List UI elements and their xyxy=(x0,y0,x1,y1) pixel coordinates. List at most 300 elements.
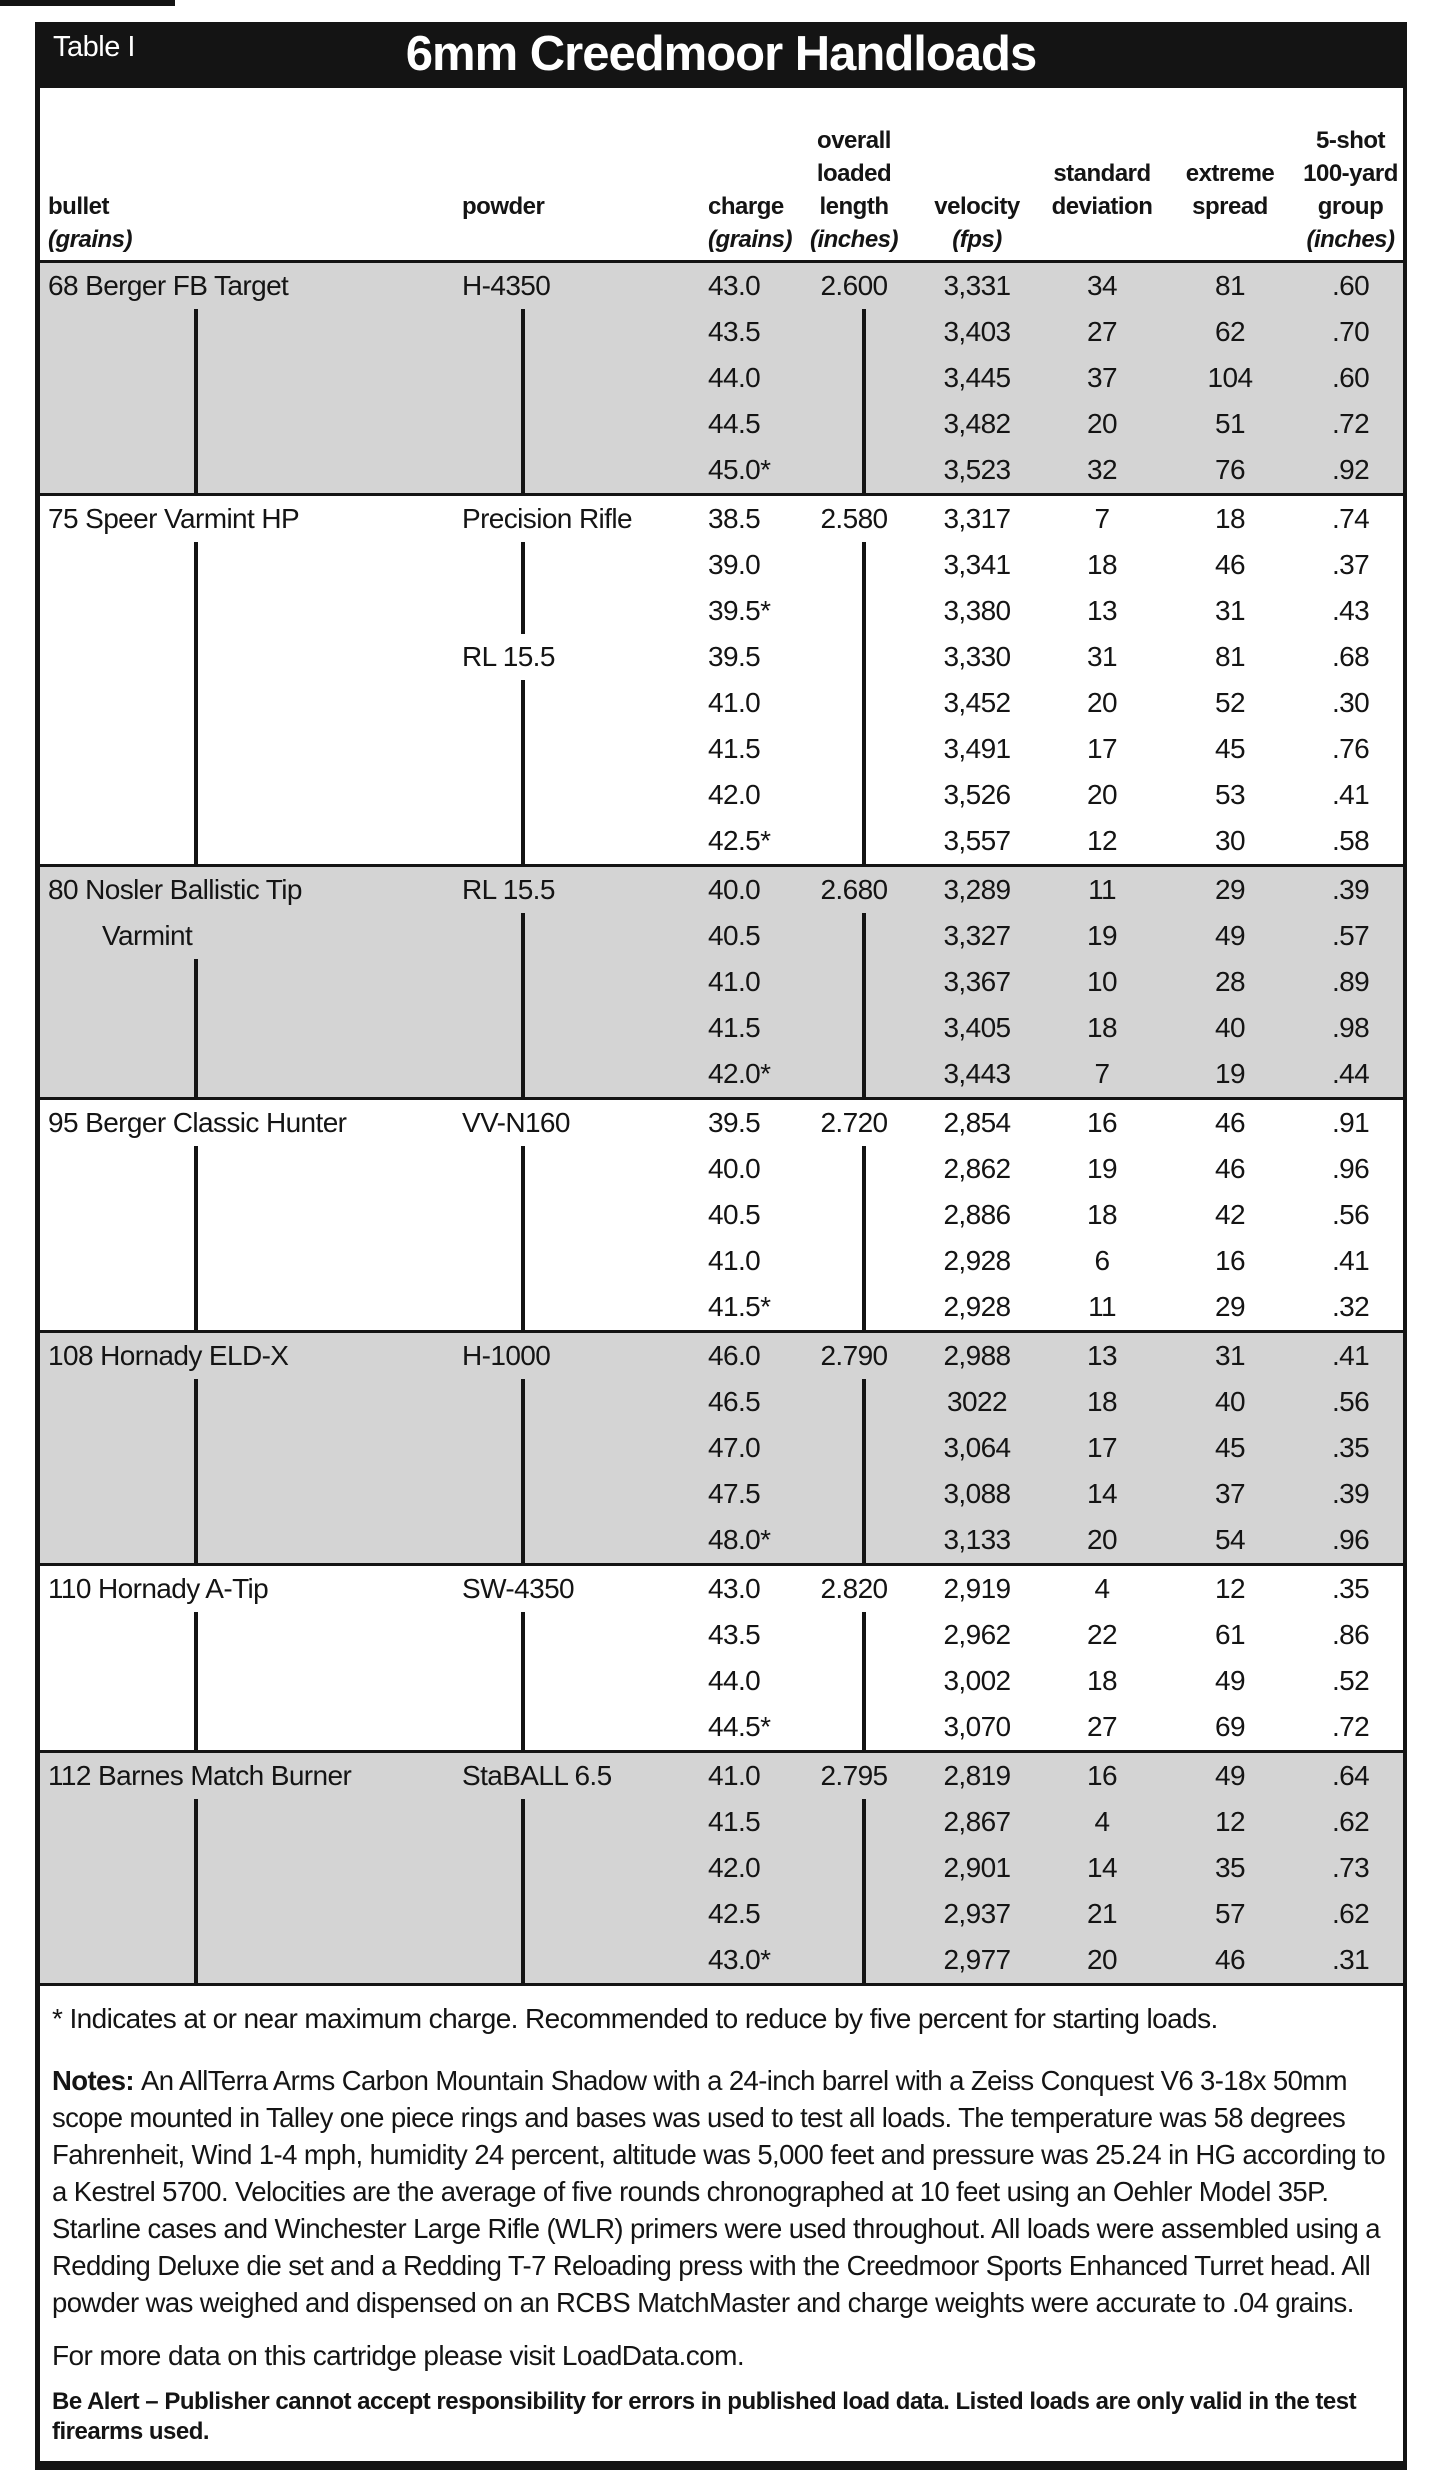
load-row xyxy=(40,1379,1403,1425)
ditto-line xyxy=(194,309,198,355)
ditto-line xyxy=(862,726,866,772)
cell-powder xyxy=(452,1005,690,1051)
column-header-bullet: bullet (grains) xyxy=(48,193,133,253)
cell-sd: 18 xyxy=(1087,1199,1117,1230)
ditto-line xyxy=(194,1284,198,1330)
cell-es: 45 xyxy=(1215,733,1245,764)
cell-powder xyxy=(452,588,690,634)
load-row xyxy=(40,1192,1403,1238)
ditto-line xyxy=(194,1379,198,1425)
ditto-line xyxy=(521,1379,525,1425)
cell-powder xyxy=(452,1704,690,1750)
ditto-line xyxy=(194,680,198,726)
cell-velocity: 2,937 xyxy=(943,1898,1011,1929)
cell-powder xyxy=(452,309,690,355)
cell-es: 46 xyxy=(1215,1153,1245,1184)
cell-velocity: 3,330 xyxy=(943,641,1011,672)
load-row xyxy=(40,1005,1403,1051)
cell-charge: 45.0* xyxy=(708,454,771,485)
cell-charge: 38.5 xyxy=(708,503,761,534)
ditto-line xyxy=(521,1425,525,1471)
cell-es: 69 xyxy=(1215,1711,1245,1742)
ditto-line xyxy=(862,1379,866,1425)
ditto-line xyxy=(862,1517,866,1563)
load-row xyxy=(40,1425,1403,1471)
cell-powder xyxy=(452,1891,690,1937)
cell-group: .72 xyxy=(1331,1711,1370,1742)
cell-powder xyxy=(452,1146,690,1192)
cell-es: 46 xyxy=(1215,1107,1245,1138)
cell-sd: 31 xyxy=(1087,641,1117,672)
cell-charge: 39.0 xyxy=(708,549,761,580)
cell-es: 104 xyxy=(1207,362,1253,393)
cell-oal xyxy=(796,1146,912,1192)
notes-text: An AllTerra Arms Carbon Mountain Shadow with a 24-inch barrel with a Zeiss Conquest V6 3-18x 50mm scope mounted in Talley one piece rings and bases was used to test all loads. The temperature was 58 degrees Fahrenheit, Wind 1-4 mph, humidity 24 percent, altitude was 5,000 feet and pressure was 25.24 in HG according to a Kestrel 5700. Velocities are the average of five rounds chronographed at 10 feet using an Oehler Model 35P. Starline cases and Winchester Large Rifle (WLR) primers were used throughout. All loads were assembled using a Redding Deluxe die set and a Redding T-7 Reloading press with the Creedmoor Sports Enhanced Turret head. All powder was weighed and dispensed on an RCBS MatchMaster and charge weights were accurate to .04 grains. xyxy=(52,2065,1386,2318)
ditto-line xyxy=(521,1471,525,1517)
ditto-line xyxy=(194,1937,198,1983)
ditto-line xyxy=(521,726,525,772)
cell-velocity: 3,088 xyxy=(943,1478,1011,1509)
cell-sd: 13 xyxy=(1087,595,1117,626)
cell-group: .60 xyxy=(1331,270,1370,301)
ditto-line xyxy=(862,1704,866,1750)
load-row xyxy=(40,1051,1403,1097)
cell-sd: 14 xyxy=(1087,1852,1117,1883)
cell-charge: 39.5 xyxy=(708,1107,761,1138)
cell-oal xyxy=(796,1891,912,1937)
cell-group: .96 xyxy=(1331,1153,1370,1184)
cell-powder xyxy=(452,355,690,401)
ditto-line xyxy=(194,1612,198,1658)
cell-es: 31 xyxy=(1215,595,1245,626)
cell-bullet xyxy=(40,542,452,588)
cell-group: .41 xyxy=(1331,1340,1370,1371)
column-header-sd: standard deviation xyxy=(1051,160,1153,220)
load-row xyxy=(40,447,1403,493)
cell-velocity: 3,380 xyxy=(943,595,1011,626)
cell-sd: 19 xyxy=(1087,920,1117,951)
cell-group: .91 xyxy=(1331,1107,1370,1138)
cell-sd: 21 xyxy=(1087,1898,1117,1929)
column-header-es: extreme spread xyxy=(1185,160,1275,220)
ditto-line xyxy=(862,1937,866,1983)
cell-velocity: 3,443 xyxy=(943,1058,1011,1089)
cell-oal: 2.795 xyxy=(820,1760,888,1791)
cell-charge: 44.0 xyxy=(708,362,761,393)
cell-oal xyxy=(796,1845,912,1891)
cell-charge: 42.5 xyxy=(708,1898,761,1929)
cell-bullet xyxy=(40,1845,452,1891)
cell-velocity: 2,867 xyxy=(943,1806,1011,1837)
cell-bullet xyxy=(40,1471,452,1517)
be-alert-line: Be Alert – Publisher cannot accept responsibility for errors in published load data. Listed loads are only valid in the test firearms used. xyxy=(52,2388,1357,2445)
ditto-line xyxy=(862,1051,866,1097)
cell-es: 40 xyxy=(1215,1386,1245,1417)
ditto-line xyxy=(194,772,198,818)
cell-group: .72 xyxy=(1331,408,1370,439)
cell-charge: 41.0 xyxy=(708,966,761,997)
cell-group: .39 xyxy=(1331,874,1370,905)
cell-velocity: 3,523 xyxy=(943,454,1011,485)
cell-charge: 41.5* xyxy=(708,1291,771,1322)
load-row xyxy=(40,542,1403,588)
cell-velocity: 2,854 xyxy=(943,1107,1011,1138)
ditto-line xyxy=(521,959,525,1005)
cell-oal xyxy=(796,1612,912,1658)
ditto-line xyxy=(862,1425,866,1471)
cell-sd: 34 xyxy=(1087,270,1117,301)
cell-es: 81 xyxy=(1215,641,1245,672)
ditto-line xyxy=(862,1612,866,1658)
cell-sd: 37 xyxy=(1087,362,1117,393)
cell-charge: 39.5* xyxy=(708,595,771,626)
cell-bullet xyxy=(40,1658,452,1704)
ditto-line xyxy=(521,913,525,959)
cell-powder xyxy=(452,772,690,818)
cell-bullet: 108 Hornady ELD-X xyxy=(48,1340,289,1371)
cell-oal xyxy=(796,355,912,401)
cell-velocity: 3,491 xyxy=(943,733,1011,764)
load-row xyxy=(40,1753,1403,1799)
cell-bullet xyxy=(40,1051,452,1097)
ditto-line xyxy=(862,401,866,447)
cell-velocity: 3,526 xyxy=(943,779,1011,810)
cell-es: 30 xyxy=(1215,825,1245,856)
cell-sd: 17 xyxy=(1087,733,1117,764)
column-header-oal: overall loaded length (inches) xyxy=(809,127,898,253)
cell-velocity: 3,289 xyxy=(943,874,1011,905)
cell-powder xyxy=(452,1425,690,1471)
load-row xyxy=(40,726,1403,772)
cell-es: 45 xyxy=(1215,1432,1245,1463)
cell-sd: 14 xyxy=(1087,1478,1117,1509)
load-row xyxy=(40,309,1403,355)
ditto-line xyxy=(194,401,198,447)
cell-oal xyxy=(796,680,912,726)
ditto-line xyxy=(521,309,525,355)
cell-es: 61 xyxy=(1215,1619,1245,1650)
cell-charge: 42.0 xyxy=(708,1852,761,1883)
cell-velocity: 3,341 xyxy=(943,549,1011,580)
cell-powder xyxy=(452,1051,690,1097)
ditto-line xyxy=(521,1704,525,1750)
ditto-line xyxy=(521,1799,525,1845)
ditto-line xyxy=(194,447,198,493)
cell-bullet: 112 Barnes Match Burner xyxy=(48,1760,352,1791)
cell-sd: 22 xyxy=(1087,1619,1117,1650)
page-title: 6mm Creedmoor Handloads xyxy=(405,27,1037,81)
cell-es: 46 xyxy=(1215,1944,1245,1975)
cell-group: .76 xyxy=(1331,733,1370,764)
cell-bullet xyxy=(40,1005,452,1051)
cell-group: .86 xyxy=(1331,1619,1370,1650)
cell-group: .41 xyxy=(1331,779,1370,810)
cell-oal xyxy=(796,1658,912,1704)
cell-oal xyxy=(796,726,912,772)
cell-charge: 44.5 xyxy=(708,408,761,439)
ditto-line xyxy=(194,1005,198,1051)
cell-oal xyxy=(796,1799,912,1845)
cell-sd: 7 xyxy=(1094,503,1110,534)
cell-velocity: 3,317 xyxy=(943,503,1011,534)
cell-charge: 47.5 xyxy=(708,1478,761,1509)
cell-group: .74 xyxy=(1331,503,1370,534)
load-row xyxy=(40,680,1403,726)
cell-es: 35 xyxy=(1215,1852,1245,1883)
column-header-powder: powder xyxy=(462,193,545,220)
cell-es: 49 xyxy=(1215,1665,1245,1696)
cell-group: .57 xyxy=(1331,920,1370,951)
cell-powder: VV-N160 xyxy=(462,1107,570,1138)
cell-velocity: 3,405 xyxy=(943,1012,1011,1043)
column-header-charge: charge (grains) xyxy=(708,193,793,253)
cell-es: 51 xyxy=(1215,408,1245,439)
cell-sd: 4 xyxy=(1094,1806,1110,1837)
load-row xyxy=(40,496,1403,542)
ditto-line xyxy=(521,401,525,447)
cell-charge: 43.5 xyxy=(708,1619,761,1650)
ditto-line xyxy=(194,1471,198,1517)
cell-oal: 2.720 xyxy=(820,1107,888,1138)
cell-bullet: 110 Hornady A-Tip xyxy=(48,1573,269,1604)
ditto-line xyxy=(194,1658,198,1704)
ditto-line xyxy=(194,1704,198,1750)
ditto-line xyxy=(521,1284,525,1330)
cell-powder: H-4350 xyxy=(462,270,551,301)
load-group-7 xyxy=(40,1750,1403,1983)
cell-bullet xyxy=(40,447,452,493)
cell-oal: 2.580 xyxy=(820,503,888,534)
ditto-line xyxy=(194,1238,198,1284)
cell-charge: 43.0 xyxy=(708,270,761,301)
load-row xyxy=(40,355,1403,401)
cell-bullet: Varmint xyxy=(102,920,193,951)
cell-oal xyxy=(796,1471,912,1517)
load-row xyxy=(40,1891,1403,1937)
ditto-line xyxy=(521,772,525,818)
cell-group: .62 xyxy=(1331,1806,1370,1837)
cell-es: 12 xyxy=(1215,1806,1245,1837)
cell-velocity: 3,070 xyxy=(943,1711,1011,1742)
ditto-line xyxy=(862,1891,866,1937)
cell-powder xyxy=(452,726,690,772)
cell-es: 19 xyxy=(1215,1058,1245,1089)
cell-es: 62 xyxy=(1215,316,1245,347)
cell-bullet xyxy=(40,1284,452,1330)
cell-charge: 42.5* xyxy=(708,825,771,856)
ditto-line xyxy=(521,818,525,864)
cell-velocity: 3,403 xyxy=(943,316,1011,347)
column-header-velocity: velocity (fps) xyxy=(934,193,1020,253)
cell-bullet xyxy=(40,1799,452,1845)
cell-sd: 20 xyxy=(1087,1944,1117,1975)
cell-powder xyxy=(452,1612,690,1658)
ditto-line xyxy=(194,818,198,864)
load-group-6 xyxy=(40,1563,1403,1750)
ditto-line xyxy=(862,772,866,818)
cell-bullet xyxy=(40,1425,452,1471)
cell-sd: 18 xyxy=(1087,1386,1117,1417)
cell-charge: 44.0 xyxy=(708,1665,761,1696)
cell-sd: 20 xyxy=(1087,1524,1117,1555)
cell-velocity: 2,988 xyxy=(943,1340,1011,1371)
cell-bullet xyxy=(40,1238,452,1284)
cell-velocity: 2,928 xyxy=(943,1245,1011,1276)
cell-powder xyxy=(452,913,690,959)
cell-velocity: 3,064 xyxy=(943,1432,1011,1463)
load-row xyxy=(40,1704,1403,1750)
cell-group: .60 xyxy=(1331,362,1370,393)
ditto-line xyxy=(521,1146,525,1192)
ditto-line xyxy=(194,1891,198,1937)
cell-powder: H-1000 xyxy=(462,1340,551,1371)
cell-oal xyxy=(796,588,912,634)
cell-group: .35 xyxy=(1331,1432,1370,1463)
cell-charge: 41.5 xyxy=(708,733,761,764)
cell-sd: 18 xyxy=(1087,1665,1117,1696)
table-body xyxy=(40,260,1403,1983)
cell-es: 40 xyxy=(1215,1012,1245,1043)
ditto-line xyxy=(194,542,198,588)
cell-charge: 41.5 xyxy=(708,1806,761,1837)
ditto-line xyxy=(194,1845,198,1891)
cell-group: .96 xyxy=(1331,1524,1370,1555)
cell-bullet xyxy=(40,1379,452,1425)
cell-powder: SW-4350 xyxy=(462,1573,575,1604)
cell-sd: 11 xyxy=(1088,874,1116,905)
load-row xyxy=(40,1238,1403,1284)
handloads-table xyxy=(35,22,1407,2470)
cell-es: 37 xyxy=(1215,1478,1245,1509)
ditto-line xyxy=(862,447,866,493)
ditto-line xyxy=(194,1192,198,1238)
cell-bullet xyxy=(40,634,452,680)
ditto-line xyxy=(862,1471,866,1517)
load-row xyxy=(40,1517,1403,1563)
ditto-line xyxy=(862,959,866,1005)
cell-es: 31 xyxy=(1215,1340,1245,1371)
cell-charge: 42.0* xyxy=(708,1058,771,1089)
cell-charge: 46.5 xyxy=(708,1386,761,1417)
cell-powder: RL 15.5 xyxy=(462,874,555,905)
load-row xyxy=(40,1799,1403,1845)
cell-group: .56 xyxy=(1331,1386,1370,1417)
cell-bullet xyxy=(40,818,452,864)
ditto-line xyxy=(194,959,198,1005)
cell-powder xyxy=(452,1379,690,1425)
cell-oal xyxy=(796,1704,912,1750)
cell-powder xyxy=(452,680,690,726)
ditto-line xyxy=(194,1051,198,1097)
load-group-2 xyxy=(40,493,1403,864)
cell-sd: 16 xyxy=(1087,1107,1117,1138)
cell-bullet xyxy=(40,401,452,447)
cell-oal xyxy=(796,818,912,864)
cell-es: 54 xyxy=(1215,1524,1245,1555)
cell-oal xyxy=(796,1192,912,1238)
cell-sd: 20 xyxy=(1087,687,1117,718)
cell-charge: 40.0 xyxy=(708,874,761,905)
cell-es: 42 xyxy=(1215,1199,1245,1230)
load-row xyxy=(40,1333,1403,1379)
ditto-line xyxy=(862,1845,866,1891)
cell-charge: 40.5 xyxy=(708,920,761,951)
cell-powder xyxy=(452,959,690,1005)
cell-es: 46 xyxy=(1215,549,1245,580)
cell-velocity: 3,452 xyxy=(943,687,1011,718)
load-row xyxy=(40,634,1403,680)
cell-velocity: 3,327 xyxy=(943,920,1011,951)
cell-velocity: 2,977 xyxy=(943,1944,1011,1975)
cell-charge: 47.0 xyxy=(708,1432,761,1463)
cell-charge: 43.5 xyxy=(708,316,761,347)
load-row xyxy=(40,1658,1403,1704)
cell-oal xyxy=(796,447,912,493)
cell-bullet: 68 Berger FB Target xyxy=(48,270,289,301)
cell-group: .41 xyxy=(1331,1245,1370,1276)
cell-bullet xyxy=(40,355,452,401)
cell-oal xyxy=(796,401,912,447)
cell-sd: 18 xyxy=(1087,549,1117,580)
cell-oal xyxy=(796,1051,912,1097)
ditto-line xyxy=(521,588,525,634)
cell-oal xyxy=(796,772,912,818)
cell-powder xyxy=(452,1471,690,1517)
load-row xyxy=(40,588,1403,634)
max-charge-footnote: * Indicates at or near maximum charge. Recommended to reduce by five percent for starting loads. xyxy=(52,2003,1218,2034)
ditto-line xyxy=(862,634,866,680)
cell-charge: 41.0 xyxy=(708,687,761,718)
cell-bullet xyxy=(40,1612,452,1658)
cell-charge: 39.5 xyxy=(708,641,761,672)
cell-sd: 20 xyxy=(1087,408,1117,439)
notes-paragraph xyxy=(52,2062,1389,2321)
cell-powder: StaBALL 6.5 xyxy=(462,1760,612,1791)
cell-es: 18 xyxy=(1215,503,1245,534)
cell-powder xyxy=(452,1238,690,1284)
cell-oal xyxy=(796,1425,912,1471)
cell-velocity: 3022 xyxy=(947,1386,1007,1417)
cell-bullet xyxy=(40,1704,452,1750)
ditto-line xyxy=(862,1192,866,1238)
cell-group: .56 xyxy=(1331,1199,1370,1230)
cell-group: .70 xyxy=(1331,316,1370,347)
cell-oal xyxy=(796,913,912,959)
cell-charge: 41.0 xyxy=(708,1245,761,1276)
load-row xyxy=(40,1566,1403,1612)
cell-charge: 40.5 xyxy=(708,1199,761,1230)
cell-oal: 2.820 xyxy=(820,1573,888,1604)
cell-oal xyxy=(796,959,912,1005)
load-row xyxy=(40,818,1403,864)
cell-charge: 46.0 xyxy=(708,1340,761,1371)
cell-bullet xyxy=(40,1192,452,1238)
cell-velocity: 2,901 xyxy=(943,1852,1011,1883)
cell-sd: 16 xyxy=(1087,1760,1117,1791)
cell-es: 52 xyxy=(1215,687,1245,718)
cell-velocity: 2,886 xyxy=(943,1199,1011,1230)
cell-velocity: 3,482 xyxy=(943,408,1011,439)
cell-oal xyxy=(796,1005,912,1051)
cell-sd: 19 xyxy=(1087,1153,1117,1184)
column-header-group: 5-shot 100-yard group (inches) xyxy=(1303,127,1398,253)
ditto-line xyxy=(862,309,866,355)
cell-group: .39 xyxy=(1331,1478,1370,1509)
cell-group: .58 xyxy=(1331,825,1370,856)
cell-sd: 11 xyxy=(1088,1291,1116,1322)
cell-sd: 32 xyxy=(1087,454,1117,485)
ditto-line xyxy=(862,818,866,864)
